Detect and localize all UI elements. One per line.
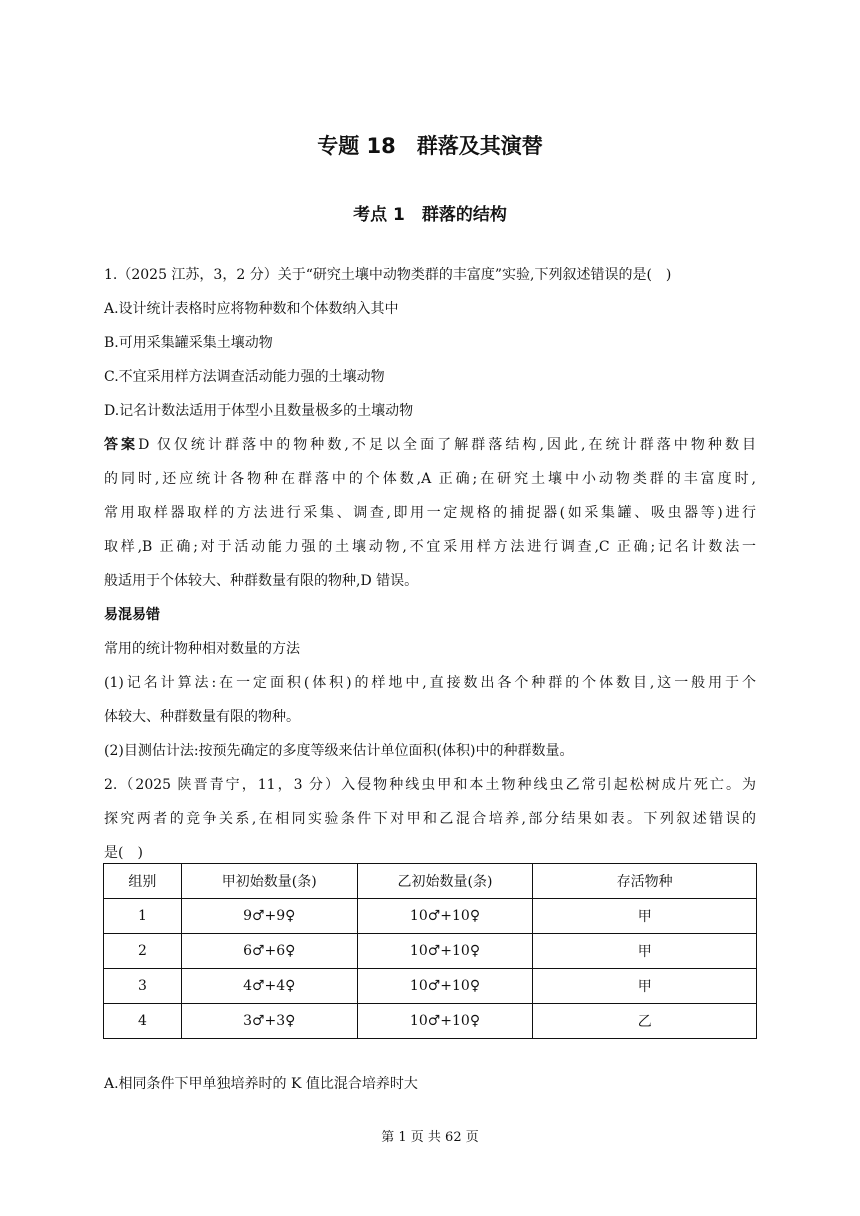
answer-line-3: 常用取样器取样的方法进行采集、调查,即用一定规格的捕捉器(如采集罐、吸虫器等)进行 [104, 505, 756, 521]
note-line-3: 体较大、种群数量有限的物种。 [104, 709, 300, 725]
note-heading: 易混易错 [104, 607, 160, 623]
question-1-stem: 1.（2025 江苏，3，2 分）关于“研究土壤中动物类群的丰富度”实验,下列叙述错误的是( ) [104, 267, 672, 283]
question-2-option-a: A.相同条件下甲单独培养时的 K 值比混合培养时大 [104, 1076, 418, 1092]
answer-label: 答案 [104, 437, 139, 453]
answer-text-1: D 仅仅统计群落中的物种数,不足以全面了解群落结构,因此,在统计群落中物种数目 [138, 437, 757, 453]
table-row [104, 969, 757, 1004]
cell-yi: 10♂+10♀ [357, 934, 533, 969]
cell-yi: 10♂+10♀ [357, 1004, 533, 1039]
header-yi-initial: 乙初始数量(条) [357, 864, 533, 899]
answer-line-5: 般适用于个体较大、种群数量有限的物种,D 错误。 [104, 573, 419, 589]
cell-surviving: 甲 [533, 969, 757, 1004]
question-2-stem-line-1: 2.（2025 陕晋青宁，11，3 分）入侵物种线虫甲和本土物种线虫乙常引起松树成片死亡。为 [104, 777, 756, 793]
answer-line-2: 的同时,还应统计各物种在群落中的个体数,A 正确;在研究土壤中小动物类群的丰富度时, [104, 471, 756, 487]
table-header-row [104, 864, 757, 899]
note-line-1: 常用的统计物种相对数量的方法 [104, 641, 300, 657]
note-line-4: (2)目测估计法:按预先确定的多度等级来估计单位面积(体积)中的种群数量。 [104, 743, 574, 759]
cell-jia: 3♂+3♀ [181, 1004, 357, 1039]
note-line-2: (1)记名计算法:在一定面积(体积)的样地中,直接数出各个种群的个体数目,这一般用于个 [104, 675, 756, 691]
cell-group: 1 [104, 899, 182, 934]
table-row [104, 934, 757, 969]
cell-group: 4 [104, 1004, 182, 1039]
cell-yi: 10♂+10♀ [357, 969, 533, 1004]
header-surviving: 存活物种 [533, 864, 757, 899]
answer-line-1 [104, 430, 756, 464]
cell-surviving: 甲 [533, 934, 757, 969]
cell-group: 2 [104, 934, 182, 969]
page-title: 专题 18 群落及其演替 [317, 134, 543, 158]
cell-surviving: 乙 [533, 1004, 757, 1039]
cell-jia: 4♂+4♀ [181, 969, 357, 1004]
question-2-stem-line-2: 探究两者的竞争关系,在相同实验条件下对甲和乙混合培养,部分结果如表。下列叙述错误的 [104, 811, 756, 827]
cell-jia: 9♂+9♀ [181, 899, 357, 934]
cell-yi: 10♂+10♀ [357, 899, 533, 934]
cell-jia: 6♂+6♀ [181, 934, 357, 969]
question-1-option-d: D.记名计数法适用于体型小且数量极多的土壤动物 [104, 403, 414, 419]
answer-line-4: 取样,B 正确;对于活动能力强的土壤动物,不宜采用样方法进行调查,C 正确;记名计数法一 [104, 539, 756, 555]
question-1-option-a: A.设计统计表格时应将物种数和个体数纳入其中 [104, 301, 399, 317]
section-title: 考点 1 群落的结构 [353, 205, 507, 225]
main-content [104, 260, 756, 872]
question-1-option-c: C.不宜采用样方法调查活动能力强的土壤动物 [104, 369, 385, 385]
question-1-option-b: B.可用采集罐采集土壤动物 [104, 335, 273, 351]
question-2-stem-line-3: 是( ) [104, 845, 143, 861]
header-jia-initial: 甲初始数量(条) [181, 864, 357, 899]
header-group: 组别 [104, 864, 182, 899]
page-footer: 第 1 页 共 62 页 [381, 1130, 479, 1145]
results-table [103, 863, 757, 1039]
table-row [104, 899, 757, 934]
cell-group: 3 [104, 969, 182, 1004]
table-row [104, 1004, 757, 1039]
cell-surviving: 甲 [533, 899, 757, 934]
